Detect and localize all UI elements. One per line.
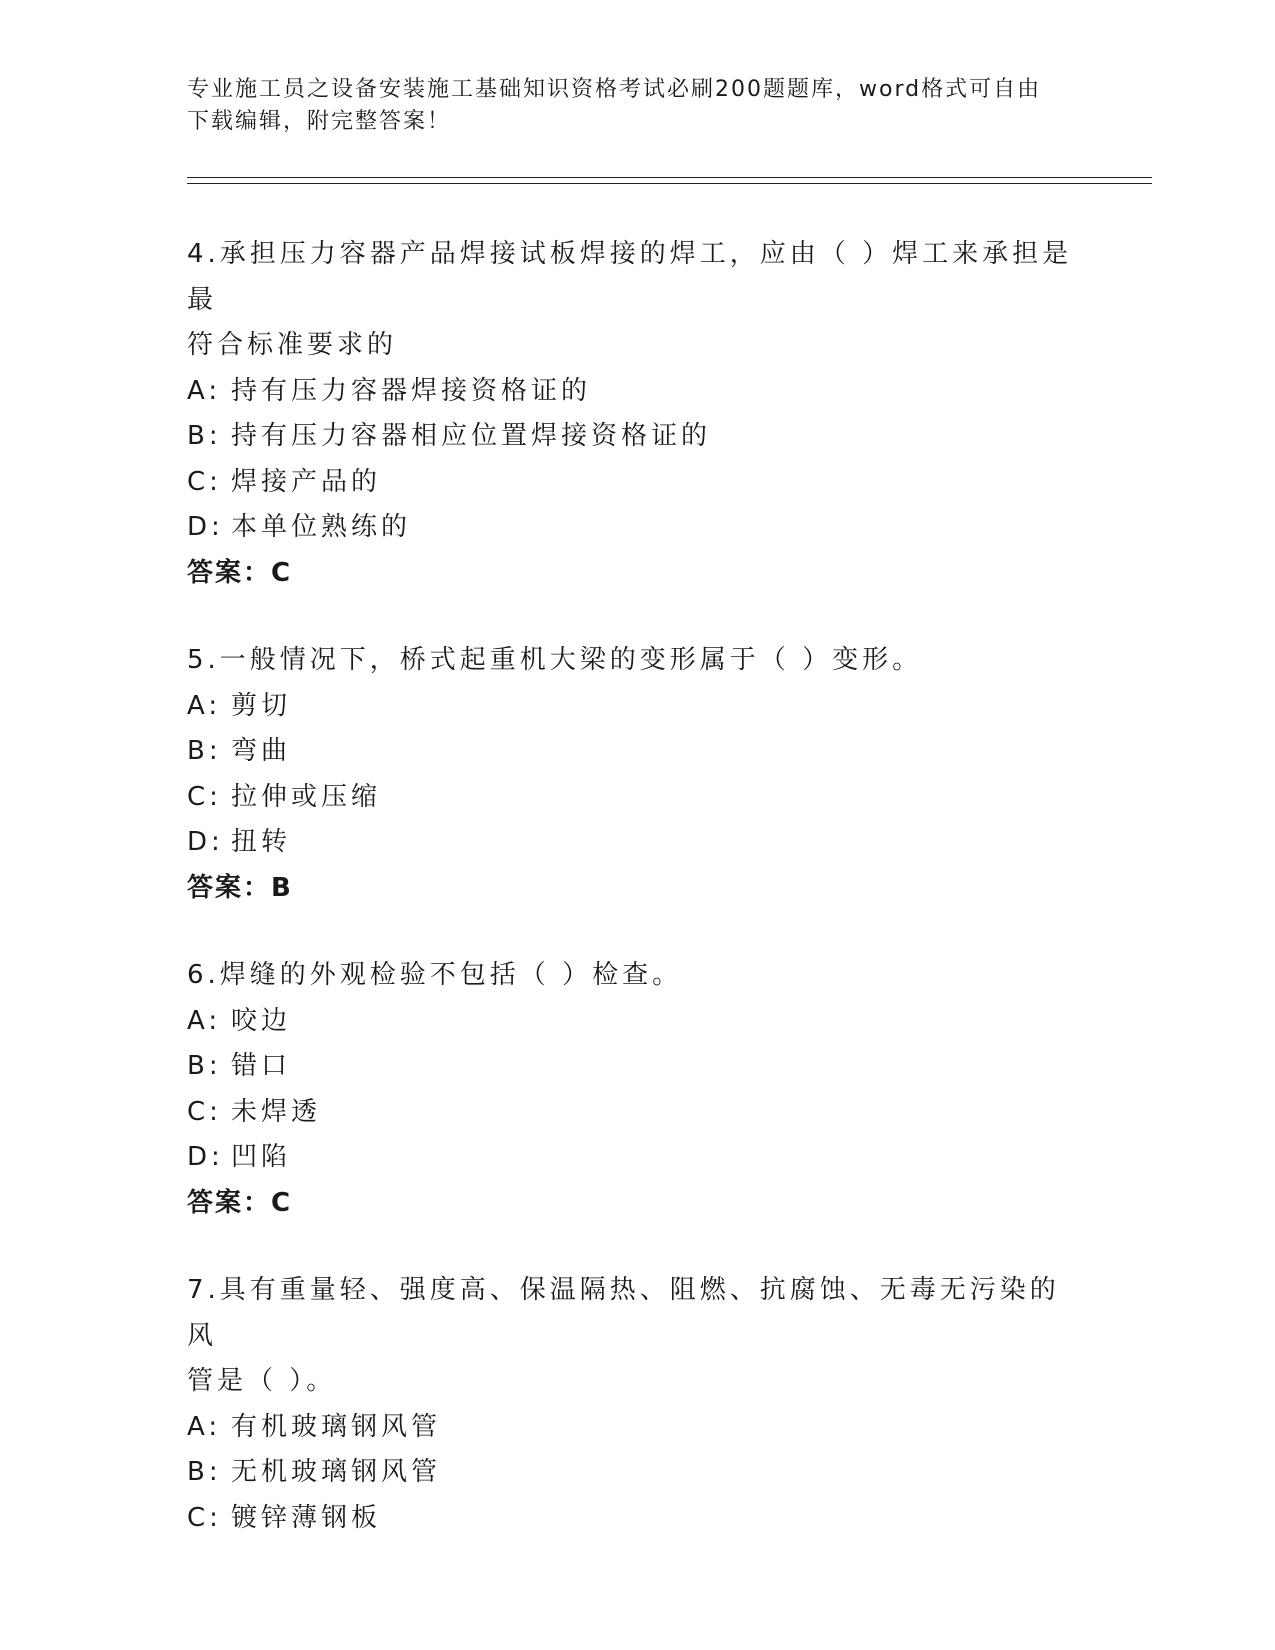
question-stem-continued: 符合标准要求的 [187, 330, 398, 360]
question-5 [187, 638, 1087, 911]
option-text: 有机玻璃钢风管 [231, 1411, 442, 1442]
header-line-2: 下载编辑，附完整答案！ [187, 109, 452, 134]
option-b [187, 414, 1087, 460]
option-letter: A: [187, 375, 222, 406]
option-a [187, 684, 1087, 730]
option-letter: C: [187, 1502, 222, 1533]
option-a [187, 369, 1087, 415]
option-text: 持有压力容器焊接资格证的 [231, 375, 592, 406]
option-letter: B: [187, 736, 222, 766]
header-line-1: 专业施工员之设备安装施工基础知识资格考试必刷200题题库，word格式可自由 [187, 77, 1042, 102]
option-text: 本单位熟练的 [231, 512, 412, 542]
option-d [187, 1135, 1087, 1181]
option-text: 凹陷 [231, 1142, 292, 1172]
option-text: 扭转 [231, 827, 292, 857]
option-c [187, 1496, 1087, 1542]
question-7 [187, 1268, 1087, 1541]
question-list [187, 232, 1087, 1583]
option-text: 咬边 [231, 1005, 292, 1036]
option-a [187, 1405, 1087, 1451]
option-b [187, 729, 1087, 775]
answer-line: 答案：C [187, 1187, 293, 1218]
option-letter: C: [187, 466, 222, 497]
option-letter: A: [187, 1411, 222, 1442]
question-stem: 7.具有重量轻、强度高、保温隔热、阻燃、抗腐蚀、无毒无污染的风 [187, 1275, 1060, 1351]
question-stem: 5.一般情况下，桥式起重机大梁的变形属于（ ）变形。 [187, 645, 923, 675]
option-letter: C: [187, 781, 222, 812]
question-stem: 6.焊缝的外观检验不包括（ ）检查。 [187, 960, 683, 990]
question-6 [187, 953, 1087, 1226]
answer-line: 答案：C [187, 557, 293, 588]
question-stem: 4.承担压力容器产品焊接试板焊接的焊工，应由（ ）焊工来承担是最 [187, 239, 1073, 315]
option-a [187, 999, 1087, 1045]
option-letter: D: [187, 827, 224, 857]
option-letter: A: [187, 690, 222, 721]
option-text: 镀锌薄钢板 [231, 1502, 382, 1533]
option-letter: B: [187, 421, 222, 451]
document-header [187, 74, 1067, 138]
option-b [187, 1044, 1087, 1090]
option-c [187, 1090, 1087, 1136]
option-letter: D: [187, 1142, 224, 1172]
option-letter: A: [187, 1005, 222, 1036]
option-text: 弯曲 [231, 736, 292, 766]
option-letter: B: [187, 1457, 222, 1487]
option-text: 持有压力容器相应位置焊接资格证的 [231, 421, 712, 451]
option-letter: C: [187, 1096, 222, 1127]
question-4 [187, 232, 1087, 596]
option-text: 焊接产品的 [231, 466, 382, 497]
option-c [187, 460, 1087, 506]
option-text: 未焊透 [231, 1096, 322, 1127]
option-text: 剪切 [231, 690, 292, 721]
option-text: 错口 [231, 1051, 292, 1081]
answer-line: 答案：B [187, 872, 293, 903]
option-d [187, 505, 1087, 551]
option-letter: B: [187, 1051, 222, 1081]
question-stem-continued: 管是（ ）。 [187, 1366, 337, 1396]
option-c [187, 775, 1087, 821]
option-text: 无机玻璃钢风管 [231, 1457, 442, 1487]
option-b [187, 1450, 1087, 1496]
header-divider [187, 177, 1152, 184]
option-d [187, 820, 1087, 866]
option-text: 拉伸或压缩 [231, 781, 382, 812]
option-letter: D: [187, 512, 224, 542]
